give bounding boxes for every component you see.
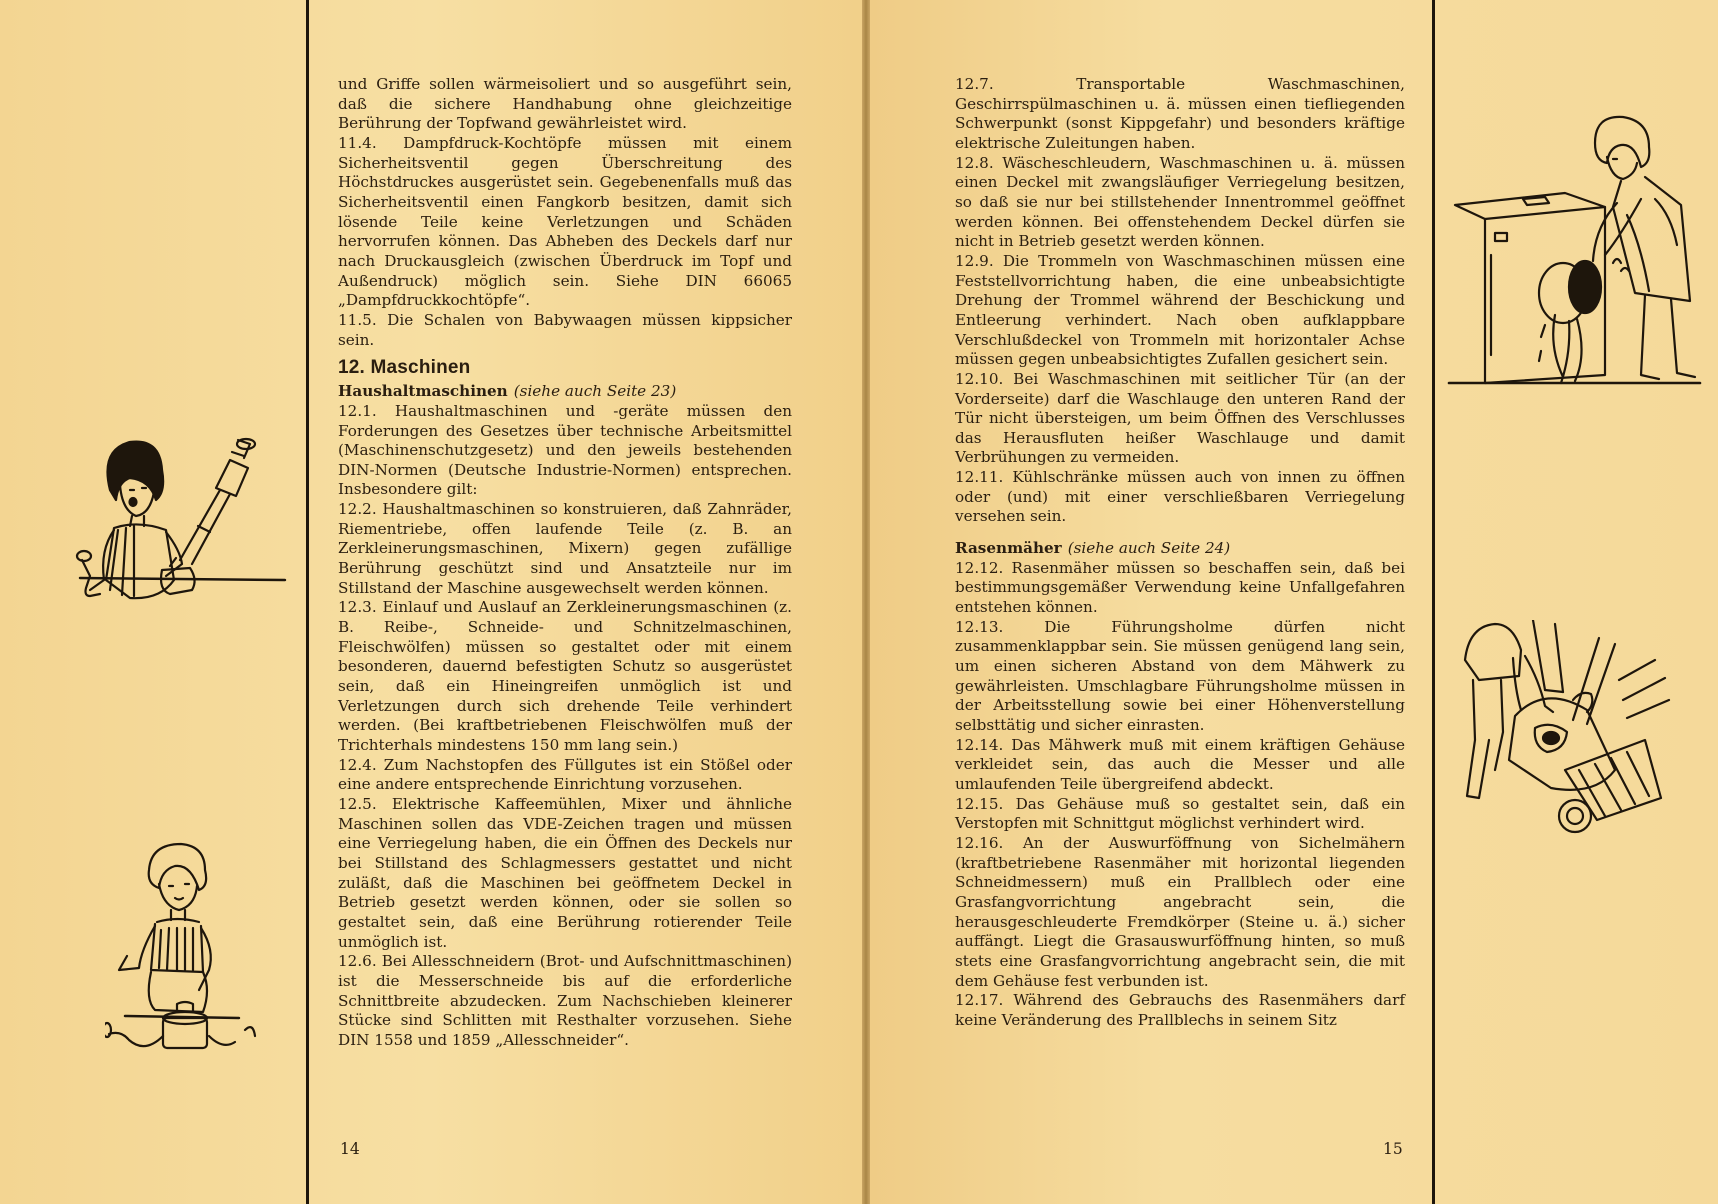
person-lawn-mower-illustration: [1455, 620, 1675, 850]
right-text-column: [955, 75, 1405, 1031]
paragraph: 12.10. Bei Waschmaschinen mit seitlicher Tür (an der Vorderseite) darf die Waschlauge den unteren Rand der Tür nicht übersteigen, um beim Öffnen des Verschlusses das Herausfluten heißer Waschlauge und damit Verbrühungen zu vermeiden.: [955, 369, 1405, 467]
woman-mixer-illustration: [70, 430, 300, 660]
paragraph: 12.6. Bei Allesschneidern (Brot- und Aufschnittmaschinen) ist die Messerschneide bis auf die erforderliche Schnittbreite abzudecken. Zum Nachschieben kleinerer Stücke sind Schlitten mit Resthalter vorzusehen. Siehe DIN 1558 und 1859 „Allesschneider“.: [338, 952, 792, 1049]
section-heading: 12. Maschinen: [338, 357, 471, 379]
paragraph: 12.5. Elektrische Kaffeemühlen, Mixer und ähnliche Maschinen sollen das VDE-Zeichen tragen und müssen eine Verriegelung haben, die ein Öffnen des Deckels nur bei Stillstand des Schlagmessers gestattet und nicht zuläßt, daß die Maschinen bei geöffnetem Deckel in Betrieb gesetzt werden können, oder sie sollen so gestaltet sein, daß eine Berührung rotierender Teile unmöglich ist.: [338, 794, 792, 951]
paragraph: 12.16. An der Auswurföffnung von Sichelmähern (kraftbetriebene Rasenmäher mit horizontal liegenden Schneidmessern) muß ein Prallblech oder eine Grasfangvorrichtung angebracht sein, die herausgeschleuderte Fremdkörper (Steine u. ä.) sicher auffängt. Liegt die Grasauswurföffnung hinten, so muß stets eine Grasfangvorrichtung angebracht sein, die mit dem Gehäuse fest verbunden ist.: [955, 833, 1405, 990]
subheading-reference: (siehe auch Seite 24): [1067, 539, 1231, 558]
paragraph: 12.4. Zum Nachstopfen des Füllgutes ist ein Stößel oder eine andere entsprechende Einrichtung vorzusehen.: [338, 755, 792, 794]
subheading: Haushaltmaschinen: [338, 382, 508, 401]
paragraph: 12.1. Haushaltmaschinen und -geräte müssen den Forderungen des Gesetzes über technische Arbeitsmittel (Maschinenschutzgesetz) und den jeweils bestehenden DIN-Normen (Deutsche Industrie-Normen) entsprechen. Insbesondere gilt:: [338, 401, 792, 499]
woman-washing-machine-illustration: [1445, 115, 1710, 415]
paragraph: 12.13. Die Führungsholme dürfen nicht zusammenklappbar sein. Sie müssen genügend lang sein, um einen sicheren Abstand von dem Mähwerk zu gewährleisten. Umschlagbare Führungsholme müssen in der Arbeitsstellung sowie bei einer Höhenverstellung selbsttätig und sicher einrasten.: [955, 617, 1405, 734]
left-text-column: [338, 75, 792, 1051]
subheading: Rasenmäher: [955, 539, 1062, 558]
left-margin-rule: [306, 0, 309, 1204]
subheading-line: [338, 382, 792, 402]
paragraph: 12.3. Einlauf und Auslauf an Zerkleinerungsmaschinen (z. B. Reibe-, Schneide- und Schnitzelmaschinen, Fleischwölfen) müssen so gestaltet oder mit einem besonderen, dauernd befestigten Schutz so ausgerüstet sein, daß ein Hineingreifen unmöglich ist und Verletzungen durch sich drehende Teile verhindert werden. (Bei kraftbetriebenen Fleischwölfen muß der Trichterhals mindestens 150 mm lang sein.): [338, 598, 792, 754]
paragraph: 12.2. Haushaltmaschinen so konstruieren, daß Zahnräder, Riementriebe, offen laufende Teile (z. B. an Zerkleinerungsmaschinen, Mixern) gegen zufällige Berührung geschützt sind und Ansatzteile nur im Stillstand der Maschine ausgewechselt werden können.: [338, 500, 792, 597]
paragraph: 12.17. Während des Gebrauchs des Rasenmähers darf keine Veränderung des Prallblechs in seinem Sitz: [955, 991, 1405, 1029]
paragraph: und Griffe sollen wärmeisoliert und so ausgeführt sein, daß die sichere Handhabung ohne gleichzeitige Berührung der Topfwand gewährleistet wird.: [338, 75, 792, 133]
page-number-left: 14: [340, 1140, 360, 1158]
subheading-line: [955, 539, 1405, 559]
woman-grinder-illustration: [105, 840, 265, 1070]
paragraph: 12.9. Die Trommeln von Waschmaschinen müssen eine Feststellvorrichtung haben, die eine unbeabsichtigte Drehung der Trommel während der Beschickung und Entleerung verhindert. Nach oben aufklappbare Verschlußdeckel von Trommeln mit horizontaler Achse müssen gegen unbeabsichtigtes Zufallen gesichert sein.: [955, 251, 1405, 369]
right-margin-rule: [1432, 0, 1435, 1204]
paragraph: 12.11. Kühlschränke müssen auch von innen zu öffnen oder (und) mit einer verschließbaren Verriegelung versehen sein.: [955, 468, 1405, 526]
book-gutter: [862, 0, 870, 1204]
subheading-reference: (siehe auch Seite 23): [513, 382, 677, 401]
paragraph: 11.4. Dampfdruck-Kochtöpfe müssen mit einem Sicherheitsventil gegen Überschreitung des Höchstdruckes ausgerüstet sein. Gegebenenfalls muß das Sicherheitsventil einen Fangkorb besitzen, damit sich lösende Teile keine Verletzungen und Schäden hervorrufen können. Das Abheben des Deckels darf nur nach Druckausgleich (zwischen Überdruck im Topf und Außendruck) möglich sein. Siehe DIN 66065 „Dampfdruckkochtöpfe“.: [338, 133, 792, 310]
paragraph: 12.7. Transportable Waschmaschinen, Geschirrspülmaschinen u. ä. müssen einen tiefliegenden Schwerpunkt (sonst Kippgefahr) und besonders kräftige elektrische Zuleitungen haben.: [955, 75, 1405, 152]
paragraph: 11.5. Die Schalen von Babywaagen müssen kippsicher sein.: [338, 310, 792, 349]
paragraph: 12.12. Rasenmäher müssen so beschaffen sein, daß bei bestimmungsgemäßer Verwendung keine Unfallgefahren entstehen können.: [955, 558, 1405, 617]
paragraph: 12.8. Wäscheschleudern, Waschmaschinen u. ä. müssen einen Deckel mit zwangsläufiger Verriegelung besitzen, so daß sie nur bei stillstehender Innentrommel geöffnet werden können. Bei offenstehendem Deckel dürfen sie nicht in Betrieb gesetzt werden können.: [955, 153, 1405, 251]
paragraph: 12.15. Das Gehäuse muß so gestaltet sein, daß ein Verstopfen mit Schnittgut möglichst verhindert wird.: [955, 794, 1405, 833]
paragraph: 12.14. Das Mähwerk muß mit einem kräftigen Gehäuse verkleidet sein, das auch die Messer und alle umlaufenden Teile übergreifend abdeckt.: [955, 735, 1405, 793]
page-number-right: 15: [1383, 1140, 1403, 1158]
